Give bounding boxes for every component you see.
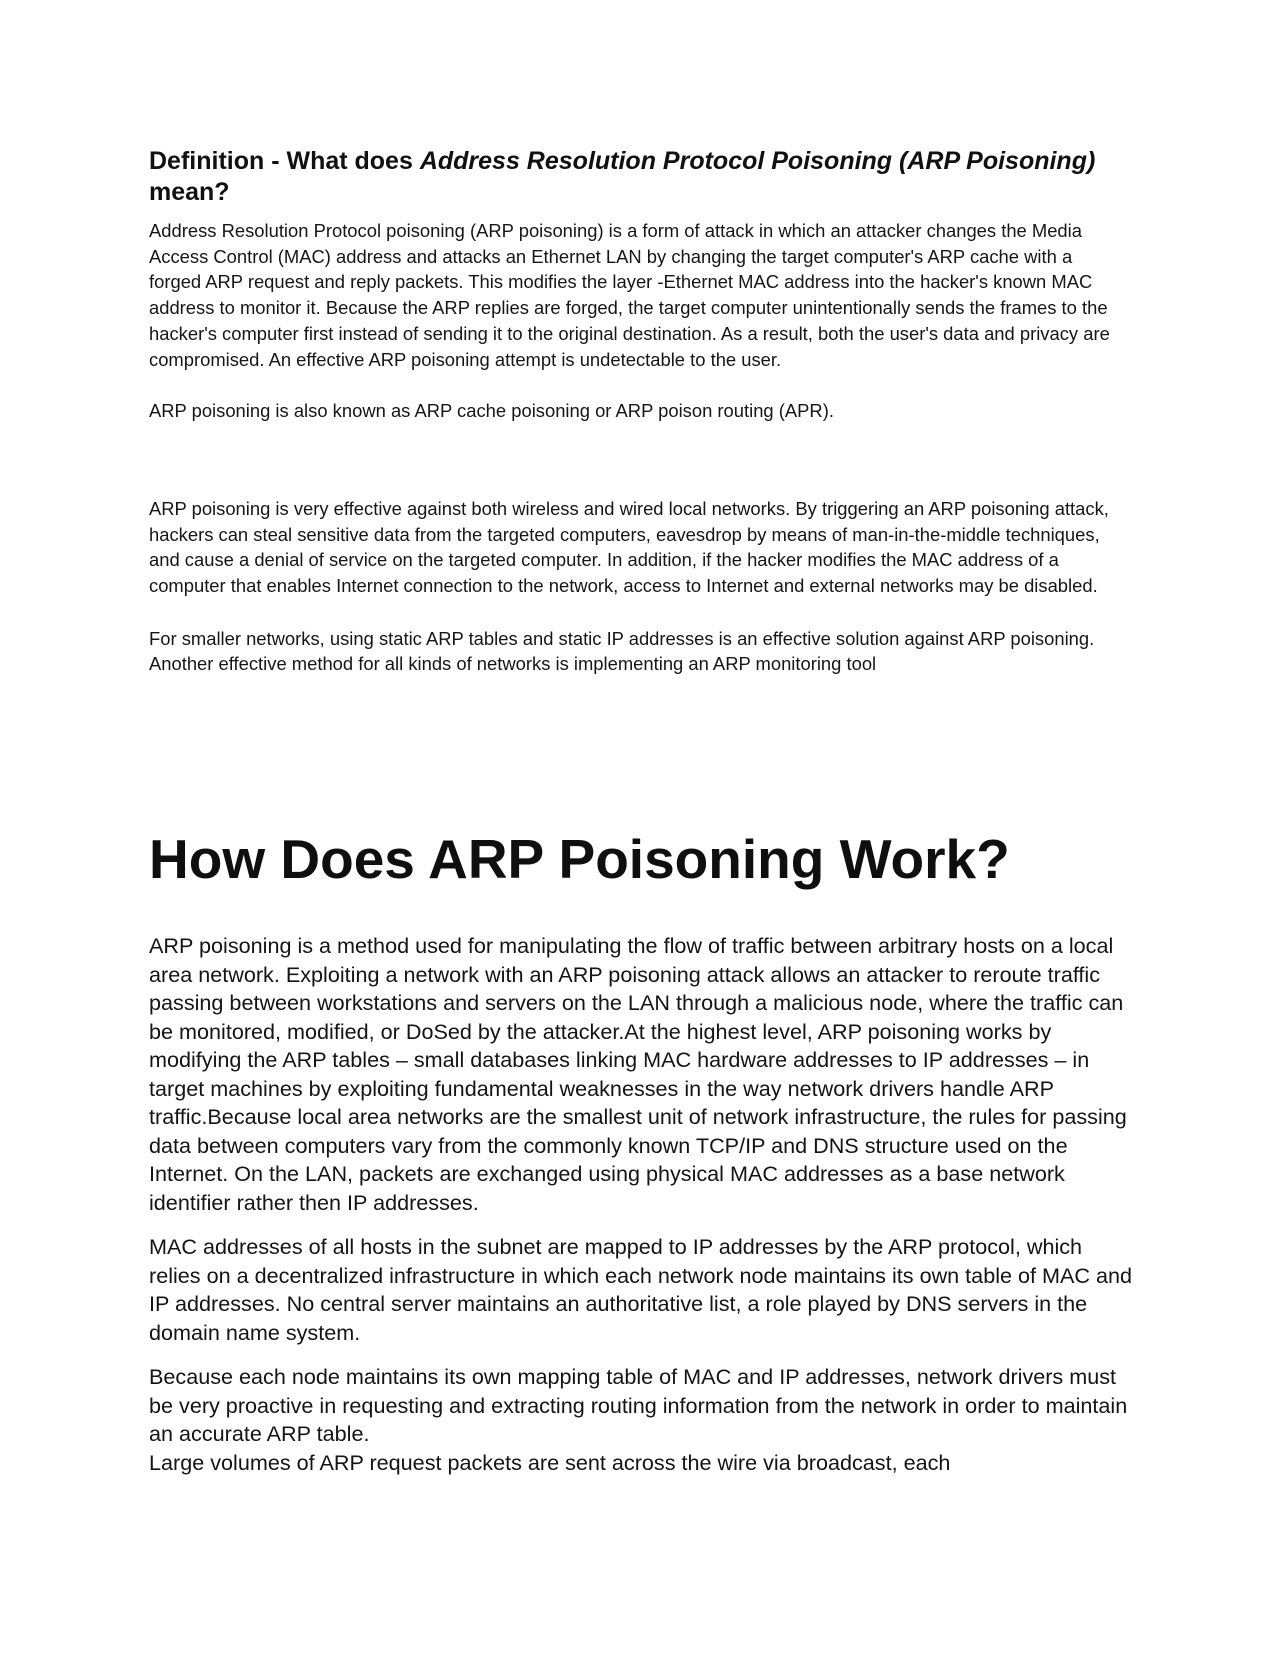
- body-paragraph: Large volumes of ARP request packets are sent across the wire via broadcast, each: [149, 1449, 951, 1475]
- definition-paragraph: For smaller networks, using static ARP tables and static IP addresses is an effective solution against ARP poisoning. Another effective method for all kinds of networks is implementing an ARP monitoring tool: [149, 627, 1095, 675]
- body-paragraph: ARP poisoning is a method used for manipulating the flow of traffic between arbitrary hosts on a local area network. Exploiting a network with an ARP poisoning attack allows an attacker to reroute traffic passing between workstations and servers on the LAN through a malicious node, where the traffic can be monitored, modified, or DoSed by the attacker.At the highest level, ARP poisoning works by modifying the ARP tables – small databases linking MAC hardware addresses to IP addresses – in target machines by exploiting fundamental weaknesses in the way network drivers handle ARP traffic.Because local area networks are the smallest unit of network infrastructure, the rules for passing data between computers vary from the commonly known TCP/IP and DNS structure used on the Internet. On the LAN, packets are exchanged using physical MAC addresses as a base network identifier rather then IP addresses.: [149, 933, 1127, 1215]
- definition-paragraph: ARP poisoning is also known as ARP cache poisoning or ARP poison routing (APR).: [149, 400, 834, 422]
- body-paragraph: Because each node maintains its own mapping table of MAC and IP addresses, network drivers must be very proactive in requesting and extracting routing information from the network in order to maintain an accurate ARP table.: [149, 1364, 1128, 1446]
- definition-heading-suffix: mean?: [149, 178, 230, 206]
- section-title: How Does ARP Poisoning Work?: [149, 828, 1010, 890]
- definition-paragraph: Address Resolution Protocol poisoning (ARP poisoning) is a form of attack in which an attacker changes the Media Access Control (MAC) address and attacks an Ethernet LAN by changing the target computer's ARP cache with a forged ARP request and reply packets. This modifies the layer -Ethernet MAC address into the hacker's known MAC address to monitor it. Because the ARP replies are forged, the target computer unintentionally sends the frames to the hacker's computer first instead of sending it to the original destination. As a result, both the user's data and privacy are compromised. An effective ARP poisoning attempt is undetectable to the user.: [149, 220, 1110, 370]
- definition-heading-prefix: Definition - What does: [149, 147, 420, 175]
- definition-heading-term: Address Resolution Protocol Poisoning (ARP Poisoning): [419, 147, 1096, 175]
- how-it-works-section: [149, 932, 1134, 1477]
- definition-section: [149, 146, 1124, 677]
- definition-paragraph: ARP poisoning is very effective against both wireless and wired local networks. By triggering an ARP poisoning attack, hackers can steal sensitive data from the targeted computers, eavesdrop by means of man-in-the-middle techniques, and cause a denial of service on the targeted computer. In addition, if the hacker modifies the MAC address of a computer that enables Internet connection to the network, access to Internet and external networks may be disabled.: [149, 497, 1109, 597]
- definition-heading: [149, 146, 1124, 208]
- body-paragraph: MAC addresses of all hosts in the subnet are mapped to IP addresses by the ARP protocol, which relies on a decentralized infrastructure in which each network node maintains its own table of MAC and IP addresses. No central server maintains an authoritative list, a role played by DNS servers in the domain name system.: [149, 1234, 1133, 1345]
